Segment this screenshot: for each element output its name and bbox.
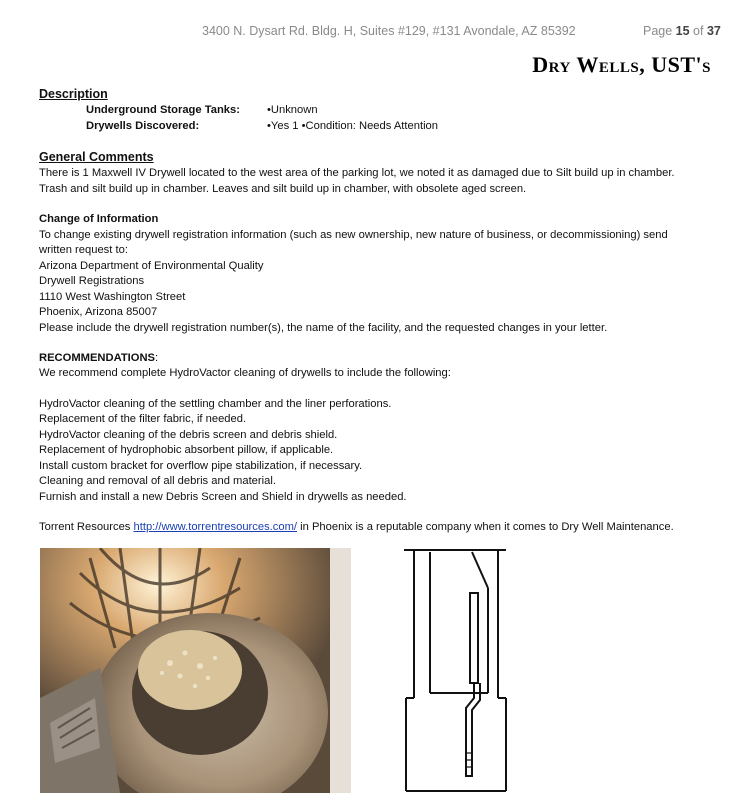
rec-item-3: HydroVactor cleaning of the debris screen and debris shield. [39,429,338,441]
change-line-7: Please include the drywell registration number(s), the name of the facility, and the requested changes in your letter. [39,322,608,334]
rec-item-5: Install custom bracket for overflow pipe stabilization, if necessary. [39,460,363,472]
general-comments-heading: General Comments [39,150,154,164]
change-line-6: Phoenix, Arizona 85007 [39,306,158,318]
ust-label: Underground Storage Tanks: [86,104,240,116]
rec-item-1: HydroVactor cleaning of the settling chamber and the liner perforations. [39,398,392,410]
recommendations-heading: RECOMMENDATIONS: [39,352,159,364]
drywell-photo [40,548,351,793]
recommendations-intro: We recommend complete HydroVactor cleaning of drywells to include the following: [39,367,451,379]
general-line-2: Trash and silt build up in chamber. Leaves and silt build up in chamber, with obsolete aged screen. [39,183,527,195]
drywells-value: •Yes 1 •Condition: Needs Attention [267,120,438,132]
change-line-5: 1110 West Washington Street [39,291,186,303]
rec-item-6: Cleaning and removal of all debris and material. [39,475,276,487]
change-line-3: Arizona Department of Environmental Quality [39,260,264,272]
torrent-link[interactable]: http://www.torrentresources.com/ [133,521,298,533]
change-line-1: To change existing drywell registration information (such as new ownership, new nature of business, or decommissioning) send [39,229,668,241]
drywell-cross-section-diagram [400,548,510,798]
rec-item-2: Replacement of the filter fabric, if needed. [39,413,247,425]
rec-item-4: Replacement of hydrophobic absorbent pillow, if applicable. [39,444,334,456]
page-number: Page 15 of 37 [643,24,721,38]
header-address: 3400 N. Dysart Rd. Bldg. H, Suites #129, #131 Avondale, AZ 85392 [202,24,576,38]
drywells-label: Drywells Discovered: [86,120,200,132]
change-line-2: written request to: [39,244,128,256]
ust-value: •Unknown [267,104,318,116]
change-line-4: Drywell Registrations [39,275,145,287]
rec-item-7: Furnish and install a new Debris Screen and Shield in drywells as needed. [39,491,407,503]
description-heading: Description [39,87,108,101]
page-title: Dry Wells, UST's [532,52,711,77]
change-heading: Change of Information [39,213,159,225]
general-line-1: There is 1 Maxwell IV Drywell located to the west area of the parking lot, we noted it as damaged due to Silt build up in chamber. [39,167,675,179]
torrent-line: Torrent Resources http://www.torrentresources.com/ in Phoenix is a reputable company when it comes to Dry Well Maintenance. [39,521,674,533]
